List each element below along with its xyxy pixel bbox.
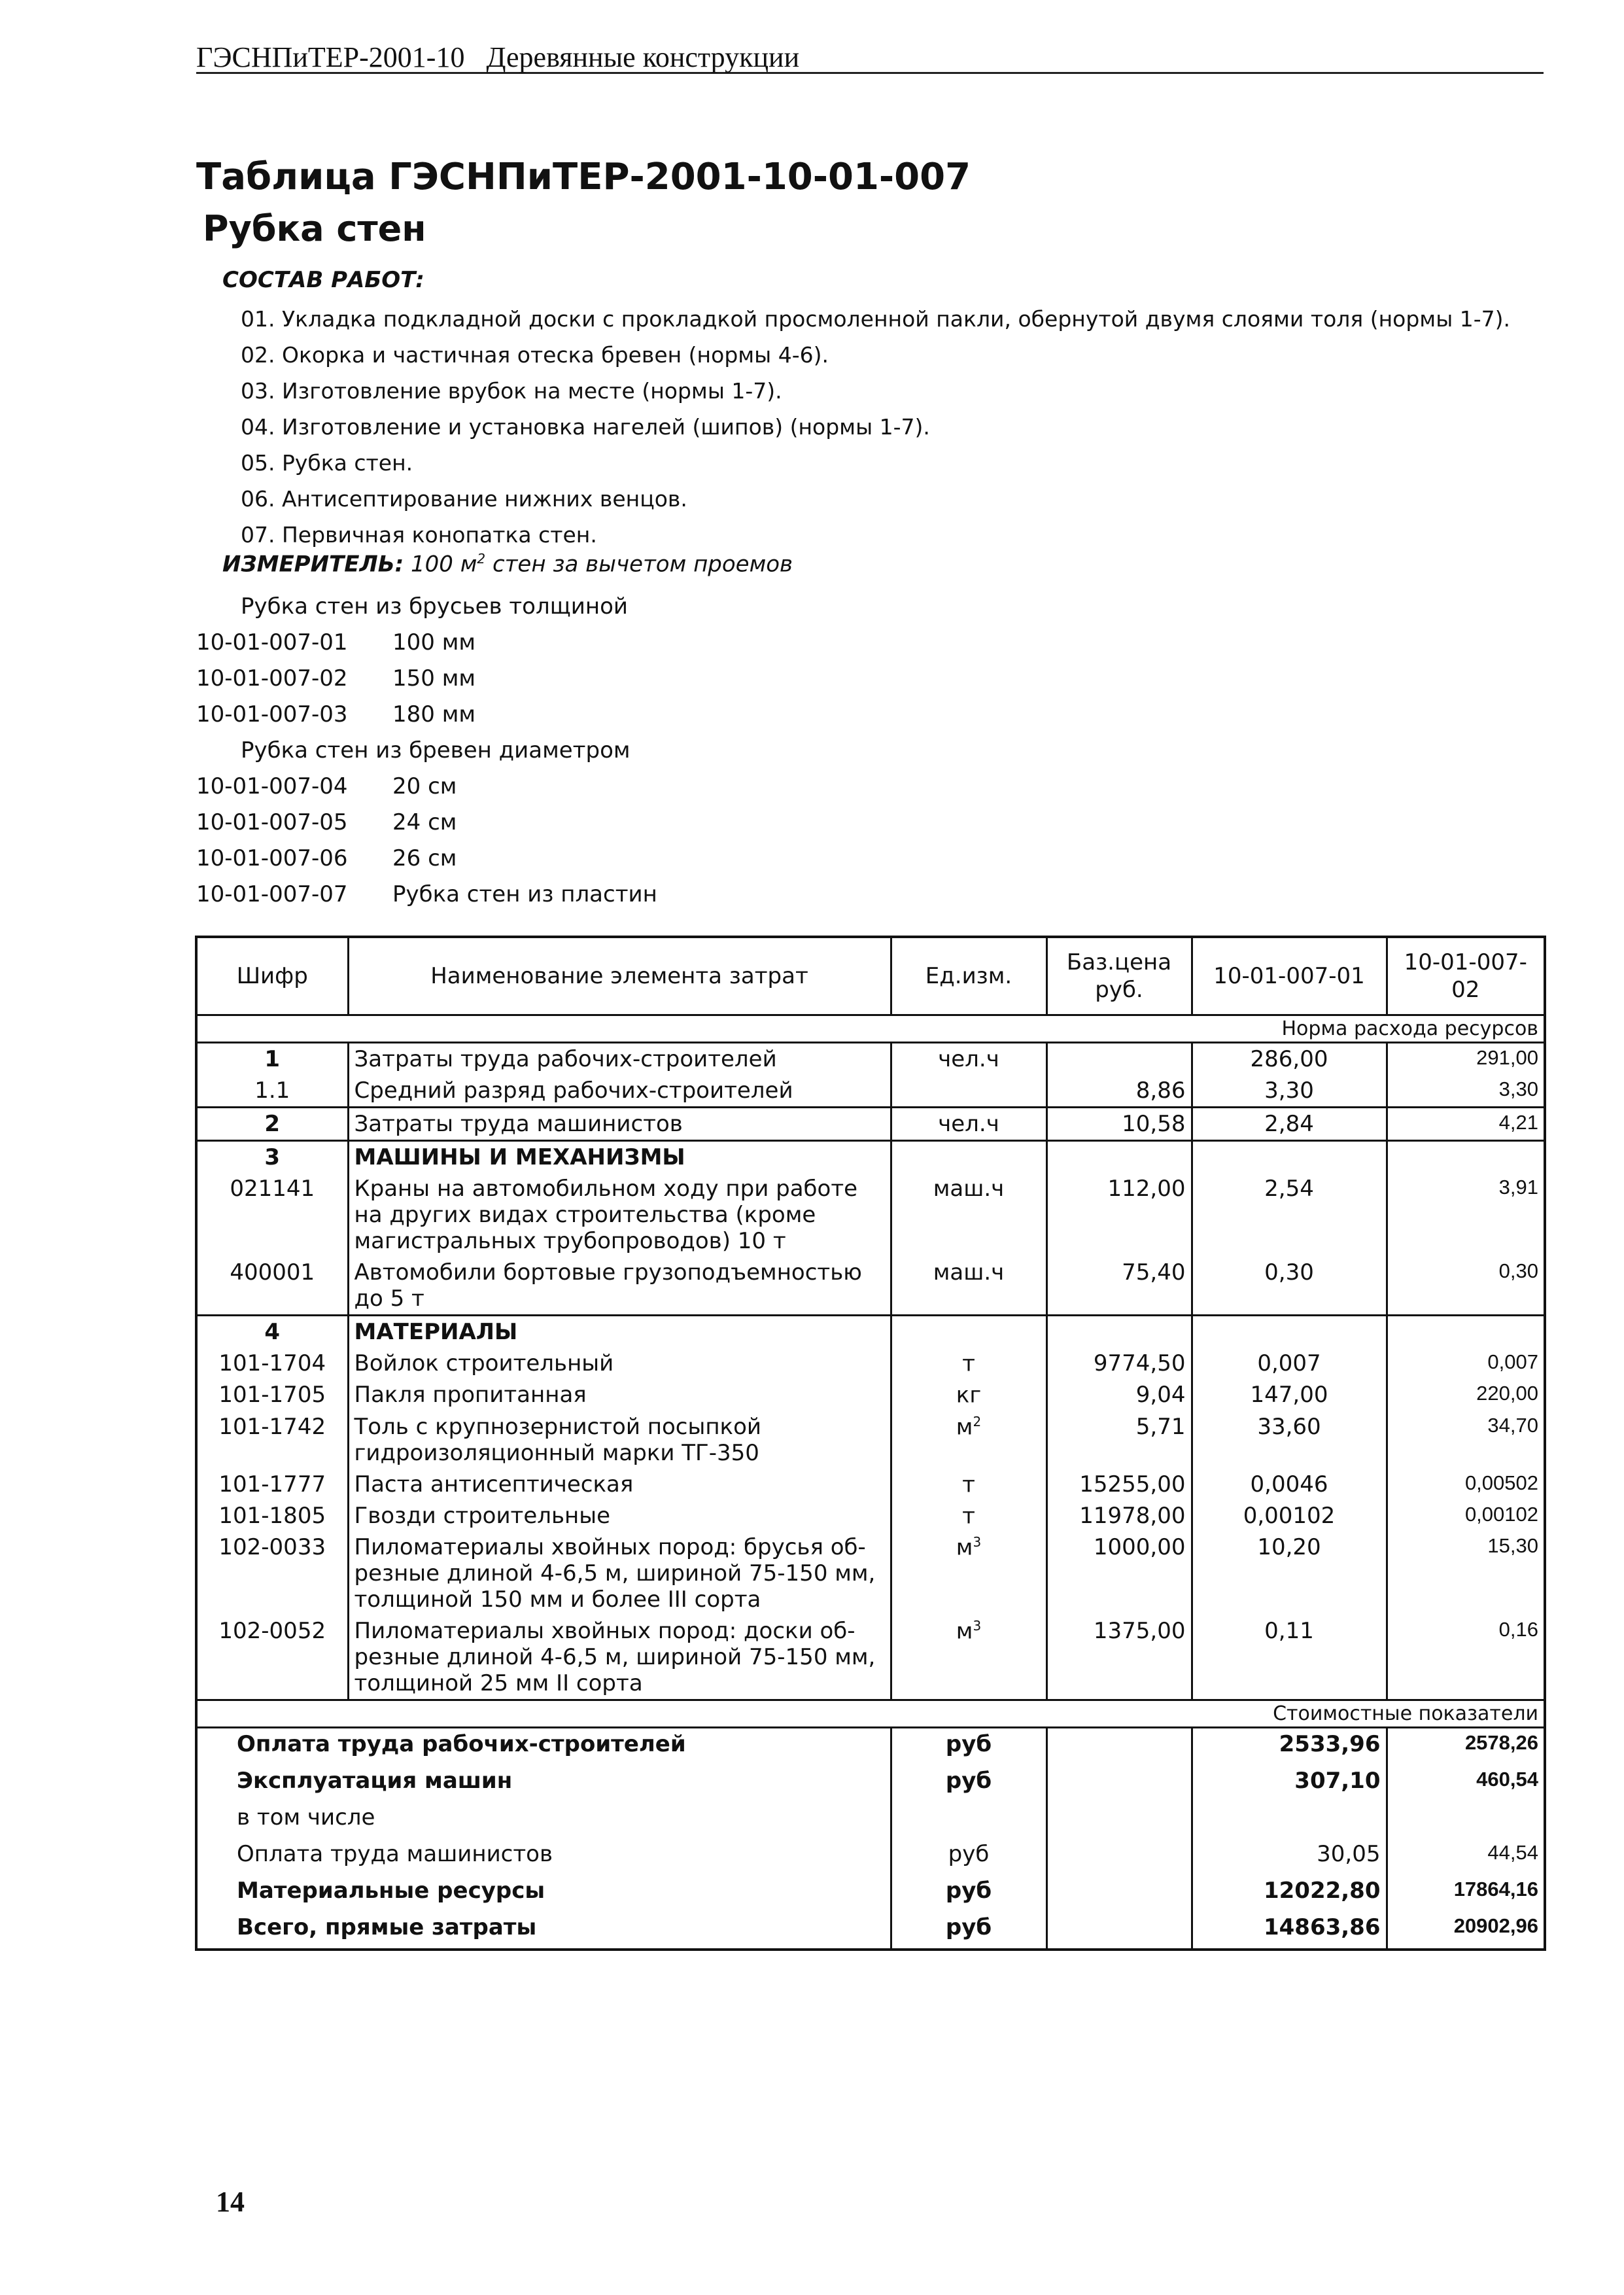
unit-text: т xyxy=(962,1350,975,1377)
cell-unit xyxy=(891,1379,1046,1410)
unit-text: м xyxy=(956,1534,973,1561)
cell-code: 1 xyxy=(264,1046,281,1072)
cost-unit: руб xyxy=(891,1875,1046,1912)
cell-col1: 0,11 xyxy=(1192,1615,1387,1700)
cell-name: МАТЕРИАЛЫ xyxy=(348,1316,891,1348)
cell-col2 xyxy=(1387,1141,1545,1174)
cost-price xyxy=(1046,1802,1192,1838)
work-composition-label: СОСТАВ РАБОТ: xyxy=(222,267,424,293)
cell-code: 101-1705 xyxy=(218,1382,326,1409)
cell-unit xyxy=(891,1075,1046,1108)
table-row xyxy=(196,1043,1545,1076)
work-composition-list xyxy=(241,301,1510,553)
cell-code: 4 xyxy=(196,1316,348,1348)
cell-unit xyxy=(891,1411,1046,1469)
cell-price: 15255,00 xyxy=(1046,1469,1192,1500)
cell-col1: 0,00102 xyxy=(1192,1500,1387,1532)
cost-name: Эксплуатация машин xyxy=(237,1768,513,1795)
cost-band xyxy=(196,1700,1545,1728)
cost-price xyxy=(1046,1875,1192,1912)
variant-list xyxy=(196,589,657,913)
cell-col1: 2,84 xyxy=(1192,1108,1387,1141)
meter-rest: стен за вычетом проемов xyxy=(492,551,793,578)
unit-text: м xyxy=(956,1618,973,1645)
cost-col2: 460,54 xyxy=(1387,1765,1545,1802)
cell-price: 75,40 xyxy=(1046,1257,1192,1316)
table-row xyxy=(196,1108,1545,1141)
cost-row xyxy=(196,1875,1545,1912)
table-row xyxy=(196,1075,1545,1108)
cell-col1: 0,007 xyxy=(1192,1348,1387,1379)
cell-code: 101-1742 xyxy=(218,1413,326,1440)
meter-value: 100 м xyxy=(411,551,477,578)
cost-col2: 20902,96 xyxy=(1387,1912,1545,1950)
cell-unit xyxy=(891,1316,1046,1348)
variant-code: 10-01-007-03 xyxy=(196,701,348,727)
work-item: 07. Первичная конопатка стен. xyxy=(241,522,597,548)
cell-col2: 15,30 xyxy=(1387,1532,1545,1615)
cell-code: 102-0033 xyxy=(218,1534,326,1561)
variant-code: 10-01-007-07 xyxy=(196,881,348,907)
cell-name: Пиломатериалы хвойных пород: брусья об-резные длиной 4-6,5 м, шириной 75-150 мм, толщиной 150 мм и более III сорта xyxy=(348,1532,891,1615)
cell-unit xyxy=(891,1043,1046,1076)
cell-code: 101-1777 xyxy=(218,1471,326,1498)
cell-col2: 4,21 xyxy=(1387,1108,1545,1141)
table-row xyxy=(196,1379,1545,1410)
meter-label: ИЗМЕРИТЕЛЬ: xyxy=(222,551,404,578)
table-row xyxy=(196,1532,1545,1615)
unit-text: м xyxy=(956,1413,973,1440)
cell-unit xyxy=(891,1141,1046,1174)
variant-row xyxy=(196,661,657,697)
norm-band xyxy=(196,1015,1545,1043)
table-subtitle: Рубка стен xyxy=(203,208,426,249)
variant-text: 100 мм xyxy=(392,629,476,656)
cell-name: Толь с крупнозернистой посыпкой гидроизоляционный марки ТГ-350 xyxy=(348,1411,891,1469)
cost-col1: 14863,86 xyxy=(1192,1912,1387,1950)
variant-group-title: Рубка стен из бревен диаметром xyxy=(241,737,631,763)
cost-price xyxy=(1046,1912,1192,1950)
work-item: 02. Окорка и частичная отеска бревен (нормы 4-6). xyxy=(241,342,829,368)
header-unit: Ед.изм. xyxy=(891,937,1046,1015)
cell-unit xyxy=(891,1257,1046,1316)
cell-name: МАШИНЫ И МЕХАНИЗМЫ xyxy=(348,1141,891,1174)
variant-text: 26 см xyxy=(392,845,457,871)
cell-name: Пиломатериалы хвойных пород: доски об-резные длиной 4-6,5 м, шириной 75-150 мм, толщиной 25 мм II сорта xyxy=(348,1615,891,1700)
header-name: Наименование элемента затрат xyxy=(348,937,891,1015)
variant-code: 10-01-007-06 xyxy=(196,845,348,871)
cell-unit xyxy=(891,1615,1046,1700)
table-row xyxy=(196,1411,1545,1469)
cell-col1: 0,30 xyxy=(1192,1257,1387,1316)
cell-unit xyxy=(891,1469,1046,1500)
cost-price xyxy=(1046,1838,1192,1875)
cell-price: 112,00 xyxy=(1046,1173,1192,1257)
cell-price: 8,86 xyxy=(1046,1075,1192,1108)
table-row xyxy=(196,1141,1545,1174)
table-row xyxy=(196,1615,1545,1700)
cell-col1: 10,20 xyxy=(1192,1532,1387,1615)
cell-unit xyxy=(891,1348,1046,1379)
cost-row xyxy=(196,1728,1545,1766)
table-row xyxy=(196,1257,1545,1316)
cell-price: 9774,50 xyxy=(1046,1348,1192,1379)
cell-name: Средний разряд рабочих-строителей xyxy=(348,1075,891,1108)
cell-name: Затраты труда рабочих-строителей xyxy=(348,1043,891,1076)
header-col1: 10-01-007-01 xyxy=(1192,937,1387,1015)
cost-unit xyxy=(891,1802,1046,1838)
cell-col1 xyxy=(1192,1141,1387,1174)
cell-col2: 0,00502 xyxy=(1387,1469,1545,1500)
norm-band-text: Норма расхода ресурсов xyxy=(196,1015,1545,1043)
cell-col2: 3,91 xyxy=(1387,1173,1545,1257)
table-row xyxy=(196,1348,1545,1379)
variant-text: 180 мм xyxy=(392,701,476,727)
unit-sup: 3 xyxy=(973,1618,982,1634)
cell-code: 101-1704 xyxy=(218,1350,326,1376)
cell-col2: 0,00102 xyxy=(1387,1500,1545,1532)
cost-row xyxy=(196,1765,1545,1802)
variant-code: 10-01-007-05 xyxy=(196,809,348,835)
running-header xyxy=(196,41,799,74)
cell-col1: 286,00 xyxy=(1192,1043,1387,1076)
cell-unit xyxy=(891,1532,1046,1615)
cell-code: 3 xyxy=(196,1141,348,1174)
cost-band-text: Стоимостные показатели xyxy=(196,1700,1545,1728)
unit-text: чел.ч xyxy=(938,1046,999,1072)
work-item: 04. Изготовление и установка нагелей (шипов) (нормы 1-7). xyxy=(241,414,930,440)
variant-row xyxy=(196,877,657,913)
cost-col1: 30,05 xyxy=(1192,1838,1387,1875)
resource-table xyxy=(195,936,1546,1951)
cell-col1 xyxy=(1192,1316,1387,1348)
variant-text: 150 мм xyxy=(392,665,476,692)
cell-col2: 220,00 xyxy=(1387,1379,1545,1410)
cost-name: Материальные ресурсы xyxy=(237,1878,545,1904)
cost-row xyxy=(196,1838,1545,1875)
cell-price: 11978,00 xyxy=(1046,1500,1192,1532)
cell-col2: 0,007 xyxy=(1387,1348,1545,1379)
cell-price: 1000,00 xyxy=(1046,1532,1192,1615)
cell-name: Гвозди строительные xyxy=(348,1500,891,1532)
cell-unit xyxy=(891,1173,1046,1257)
cost-col2: 2578,26 xyxy=(1387,1728,1545,1766)
cost-name: Оплата труда рабочих-строителей xyxy=(237,1731,686,1758)
cell-name: Затраты труда машинистов xyxy=(348,1108,891,1141)
work-item: 03. Изготовление врубок на месте (нормы 1-7). xyxy=(241,378,782,404)
table-row xyxy=(196,1469,1545,1500)
cost-name: Всего, прямые затраты xyxy=(237,1914,537,1941)
work-item: 05. Рубка стен. xyxy=(241,450,413,476)
unit-text: маш.ч xyxy=(933,1259,1005,1286)
cell-price: 9,04 xyxy=(1046,1379,1192,1410)
cost-col1: 12022,80 xyxy=(1192,1875,1387,1912)
meter-line xyxy=(222,551,793,577)
cell-col2: 3,30 xyxy=(1387,1075,1545,1108)
cost-col2 xyxy=(1387,1802,1545,1838)
cell-name: Паста антисептическая xyxy=(348,1469,891,1500)
cell-code: 400001 xyxy=(230,1259,315,1286)
cell-price: 1375,00 xyxy=(1046,1615,1192,1700)
cell-price xyxy=(1046,1043,1192,1076)
cell-col1: 2,54 xyxy=(1192,1173,1387,1257)
cell-price xyxy=(1046,1316,1192,1348)
cost-col1: 307,10 xyxy=(1192,1765,1387,1802)
unit-text: чел.ч xyxy=(938,1111,999,1137)
cell-col2: 291,00 xyxy=(1387,1043,1545,1076)
header-doc-code: ГЭСНПиТЕР-2001-10 xyxy=(196,41,465,73)
unit-text: кг xyxy=(956,1382,982,1409)
unit-text: т xyxy=(962,1471,975,1498)
cost-name: Оплата труда машинистов xyxy=(237,1841,553,1868)
unit-text: т xyxy=(962,1503,975,1530)
cell-col2: 34,70 xyxy=(1387,1411,1545,1469)
table-row xyxy=(196,1500,1545,1532)
unit-sup: 2 xyxy=(973,1413,982,1429)
cell-code: 021141 xyxy=(230,1176,315,1202)
cell-price: 5,71 xyxy=(1046,1411,1192,1469)
cell-unit xyxy=(891,1500,1046,1532)
cost-unit: руб xyxy=(891,1728,1046,1766)
cell-price xyxy=(1046,1141,1192,1174)
table-row xyxy=(196,1173,1545,1257)
variant-text: 20 см xyxy=(392,773,457,799)
unit-sup: 3 xyxy=(973,1534,982,1550)
cost-price xyxy=(1046,1765,1192,1802)
cell-col1: 3,30 xyxy=(1192,1075,1387,1108)
cost-row xyxy=(196,1802,1545,1838)
cell-col1: 147,00 xyxy=(1192,1379,1387,1410)
cost-unit: руб xyxy=(891,1765,1046,1802)
cell-name: Войлок строительный xyxy=(348,1348,891,1379)
variant-code: 10-01-007-01 xyxy=(196,629,348,656)
meter-sup: 2 xyxy=(477,551,486,567)
cell-name: Краны на автомобильном ходу при работе на других видах строительства (кроме магистральных трубопроводов) 10 т xyxy=(348,1173,891,1257)
variant-text: 24 см xyxy=(392,809,457,835)
work-item: 01. Укладка подкладной доски с прокладкой просмоленной пакли, обернутой двумя слоями толя (нормы 1-7). xyxy=(241,306,1511,332)
cost-col1: 2533,96 xyxy=(1192,1728,1387,1766)
variant-row xyxy=(196,841,657,877)
cell-code: 1.1 xyxy=(254,1077,290,1104)
cost-unit: руб xyxy=(891,1838,1046,1875)
cell-col2: 0,16 xyxy=(1387,1615,1545,1700)
cost-name: в том числе xyxy=(237,1804,375,1831)
cost-col2: 17864,16 xyxy=(1387,1875,1545,1912)
table-title: Таблица ГЭСНПиТЕР-2001-10-01-007 xyxy=(196,156,971,198)
variant-text: Рубка стен из пластин xyxy=(392,881,657,907)
cell-code: 102-0052 xyxy=(218,1618,326,1645)
variant-row xyxy=(196,805,657,841)
cell-name: Пакля пропитанная xyxy=(348,1379,891,1410)
cell-col2 xyxy=(1387,1316,1545,1348)
header-section: Деревянные конструкции xyxy=(486,41,800,73)
header-price: Баз.цена руб. xyxy=(1046,937,1192,1015)
work-item: 06. Антисептирование нижних венцов. xyxy=(241,486,687,512)
cost-col1 xyxy=(1192,1802,1387,1838)
variant-code: 10-01-007-04 xyxy=(196,773,348,799)
variant-group-title: Рубка стен из брусьев толщиной xyxy=(241,593,628,620)
variant-code: 10-01-007-02 xyxy=(196,665,348,692)
cell-code: 101-1805 xyxy=(218,1502,326,1529)
table-row xyxy=(196,1316,1545,1348)
cell-col2: 0,30 xyxy=(1387,1257,1545,1316)
variant-row xyxy=(196,697,657,733)
cost-price xyxy=(1046,1728,1192,1766)
cost-row xyxy=(196,1912,1545,1950)
cell-name: Автомобили бортовые грузоподъемностью до 5 т xyxy=(348,1257,891,1316)
cell-code: 2 xyxy=(196,1108,348,1141)
header-code: Шифр xyxy=(196,937,348,1015)
unit-text: маш.ч xyxy=(933,1176,1005,1202)
cost-unit: руб xyxy=(891,1912,1046,1950)
cost-col2: 44,54 xyxy=(1387,1838,1545,1875)
cell-col1: 33,60 xyxy=(1192,1411,1387,1469)
cell-unit xyxy=(891,1108,1046,1141)
page-number: 14 xyxy=(216,2186,245,2218)
cell-col1: 0,0046 xyxy=(1192,1469,1387,1500)
variant-row xyxy=(196,625,657,661)
variant-row xyxy=(196,769,657,805)
cell-price: 10,58 xyxy=(1046,1108,1192,1141)
table-header-row xyxy=(196,937,1545,1015)
header-col2: 10-01-007-02 xyxy=(1387,937,1545,1015)
